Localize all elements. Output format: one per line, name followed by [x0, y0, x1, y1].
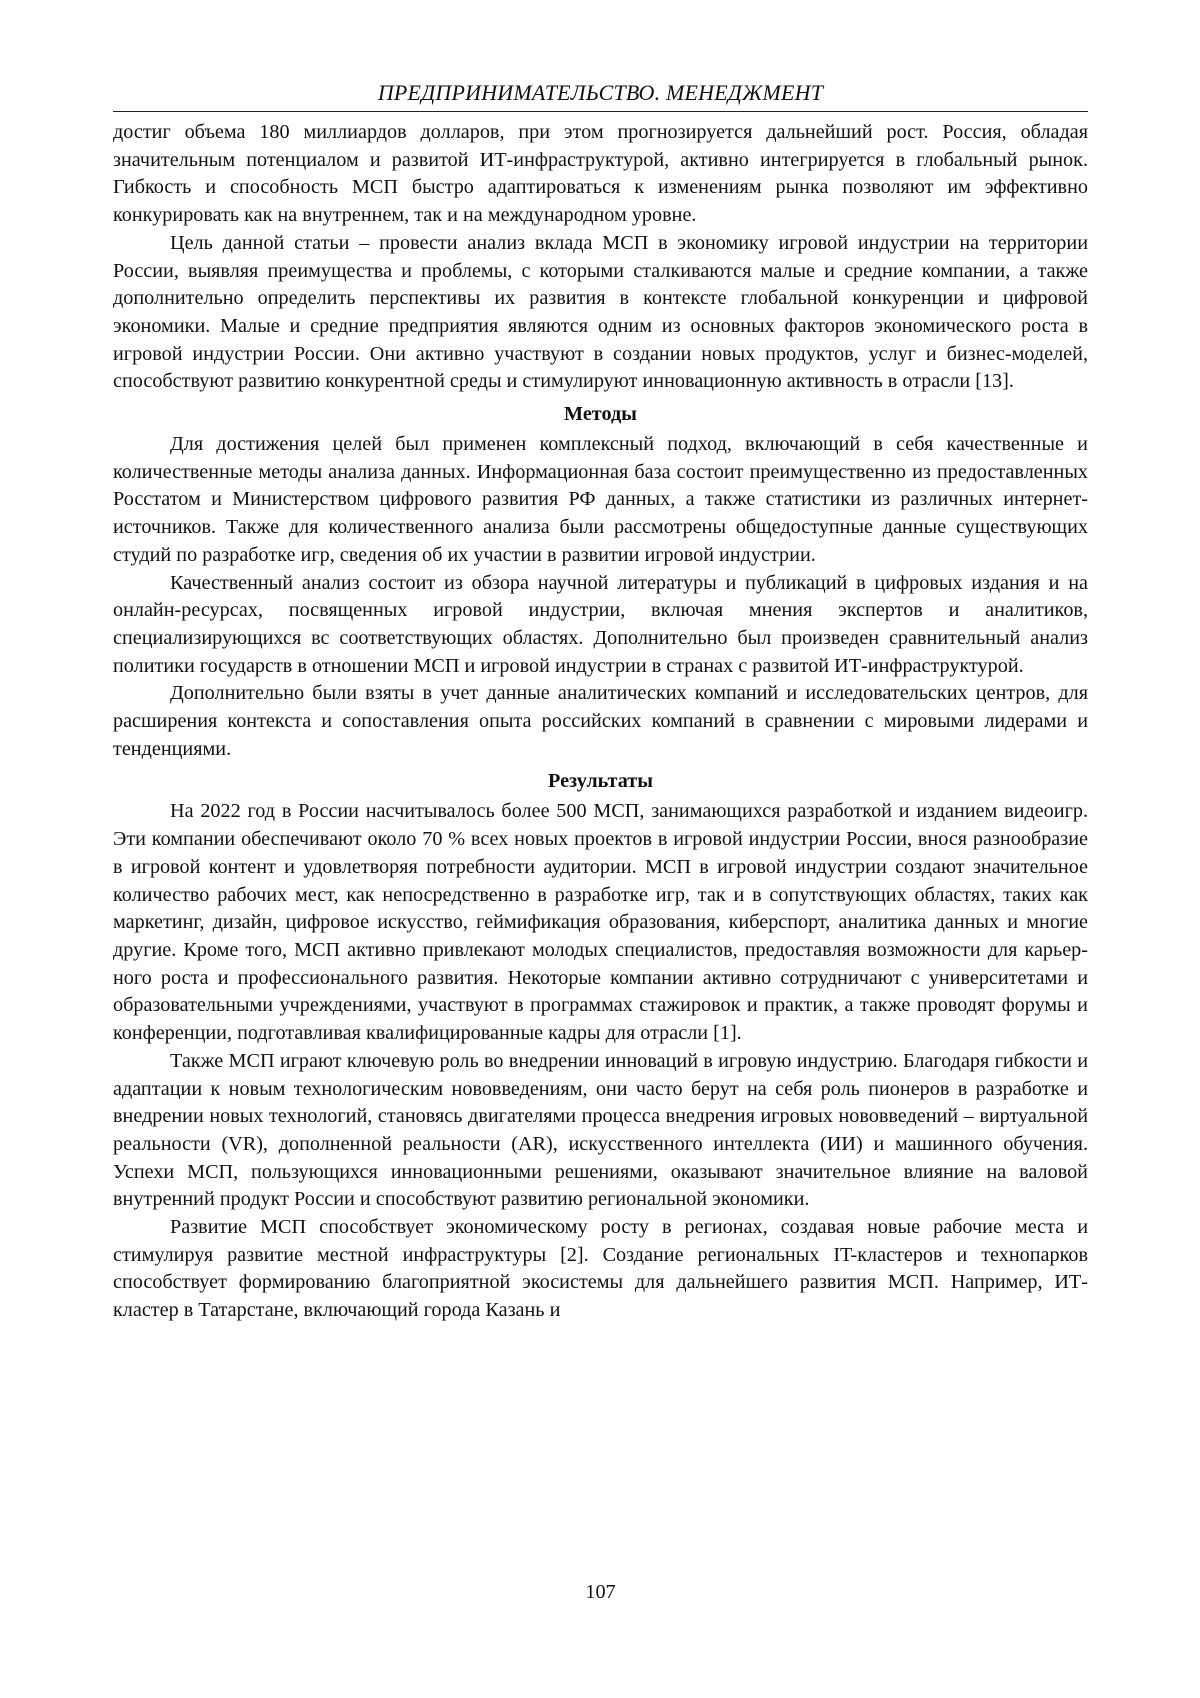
article-body — [113, 119, 1088, 1325]
section-heading-results: Результаты — [113, 763, 1088, 798]
paragraph-results-regions: Развитие МСП способствует экономическому росту в регионах, создавая новые рабочие места и стимулируя развитие местной инфраструктуры [2]. Создание региональных IT-кластеров и технопарков способствует формированию благоприятной экосистемы для даль­нейшего развития МСП. Например, ИТ-кластер в Татарстане, включающий города Казань и — [113, 1214, 1088, 1325]
paragraph-methods-qualitative: Качественный анализ состоит из обзора научной литературы и публикаций в цифровых издания и на онлайн-ресурсах, посвященных игровой индустрии, включая мнения экспертов и аналитиков, специализирующихся вс соответствующих областях. Дополнительно был произве­ден сравнительный анализ политики государств в отношении МСП и игровой индустрии в странах с развитой ИТ-инфраструктурой. — [113, 570, 1088, 681]
paragraph-article-goal: Цель данной статьи – провести анализ вклада МСП в экономику игровой индустрии на территории России, выявляя преимущества и проблемы, с которыми сталкиваются малые и средние компании, а также дополнительно определить перспективы их развития в контексте глобальной конкуренции и цифровой экономики. Малые и средние предприятия являются од­ним из основных факторов экономического роста в игровой индустрии России. Они активно участвуют в создании новых продуктов, услуг и бизнес-моделей, способствуют развитию кон­курентной среды и стимулируют инновационную активность в отрасли [13]. — [113, 230, 1088, 396]
paragraph-continuation: достиг объема 180 миллиардов долларов, при этом прогнозируется дальнейший рост. Россия, обладая значительным потенциалом и развитой ИТ-инфраструктурой, активно интегрируется в глобальный рынок. Гибкость и способность МСП быстро адаптироваться к изменениям рынка позволяют им эффективно конкурировать как на внутреннем, так и на международном уровне. — [113, 119, 1088, 230]
page-number: 107 — [113, 1578, 1088, 1606]
paragraph-results-count: На 2022 год в России насчитывалось более 500 МСП, занимающихся разработкой и изда­нием видеоигр. Эти компании обеспечивают около 70 % всех новых проектов в игровой инду­стрии России, внося разнообразие в игровой контент и удовлетворяя потребности аудитории. МСП в игровой индустрии создают значительное количество рабочих мест, как непосредствен­но в разработке игр, так и в сопутствующих областях, таких как маркетинг, дизайн, цифровое искусство, геймификация образования, киберспорт, аналитика данных и многие другие. Кроме того, МСП активно привлекают молодых специалистов, предоставляя возможности для карьер­ного роста и профессионального развития. Некоторые компании активно сотрудничают с уни­верситетами и образовательными учреждениями, участвуют в программах стажировок и прак­тик, а также проводят форумы и конференции, подготавливая квалифицированные кадры для отрасли [1]. — [113, 798, 1088, 1047]
running-head: ПРЕДПРИНИМАТЕЛЬСТВО. МЕНЕДЖМЕНТ — [113, 78, 1088, 112]
paragraph-results-innovation: Также МСП играют ключевую роль во внедрении инноваций в игровую индустрию. Бла­годаря гибкости и адаптации к новым технологическим нововведениям, они часто берут на себя роль пионеров в разработке и внедрении новых технологий, становясь двигателями процесса внедрения игровых нововведений – виртуальной реальности (VR), дополненной реальности (AR), искусственного интеллекта (ИИ) и машинного обучения. Успехи МСП, пользующихся инновационными решениями, оказывают значительное влияние на валовой внутренний продукт России и способствуют развитию региональной экономики. — [113, 1048, 1088, 1214]
paragraph-methods-approach: Для достижения целей был применен комплексный подход, включающий в себя каче­ственные и количественные методы анализа данных. Информационная база состоит преимуще­ственно из предоставленных Росстатом и Министерством цифрового развития РФ данных, а также статистики из различных интернет-источников. Также для количественного анализа были рассмотрены общедоступные данные существующих студий по разработке игр, сведения об их участии в развитии игровой индустрии. — [113, 431, 1088, 570]
page — [113, 78, 1088, 1678]
paragraph-methods-additional: Дополнительно были взяты в учет данные аналитических компаний и исследовательских центров, для расширения контекста и сопоставления опыта российских компаний в сравнении с мировыми лидерами и тенденциями. — [113, 680, 1088, 763]
section-heading-methods: Методы — [113, 396, 1088, 431]
